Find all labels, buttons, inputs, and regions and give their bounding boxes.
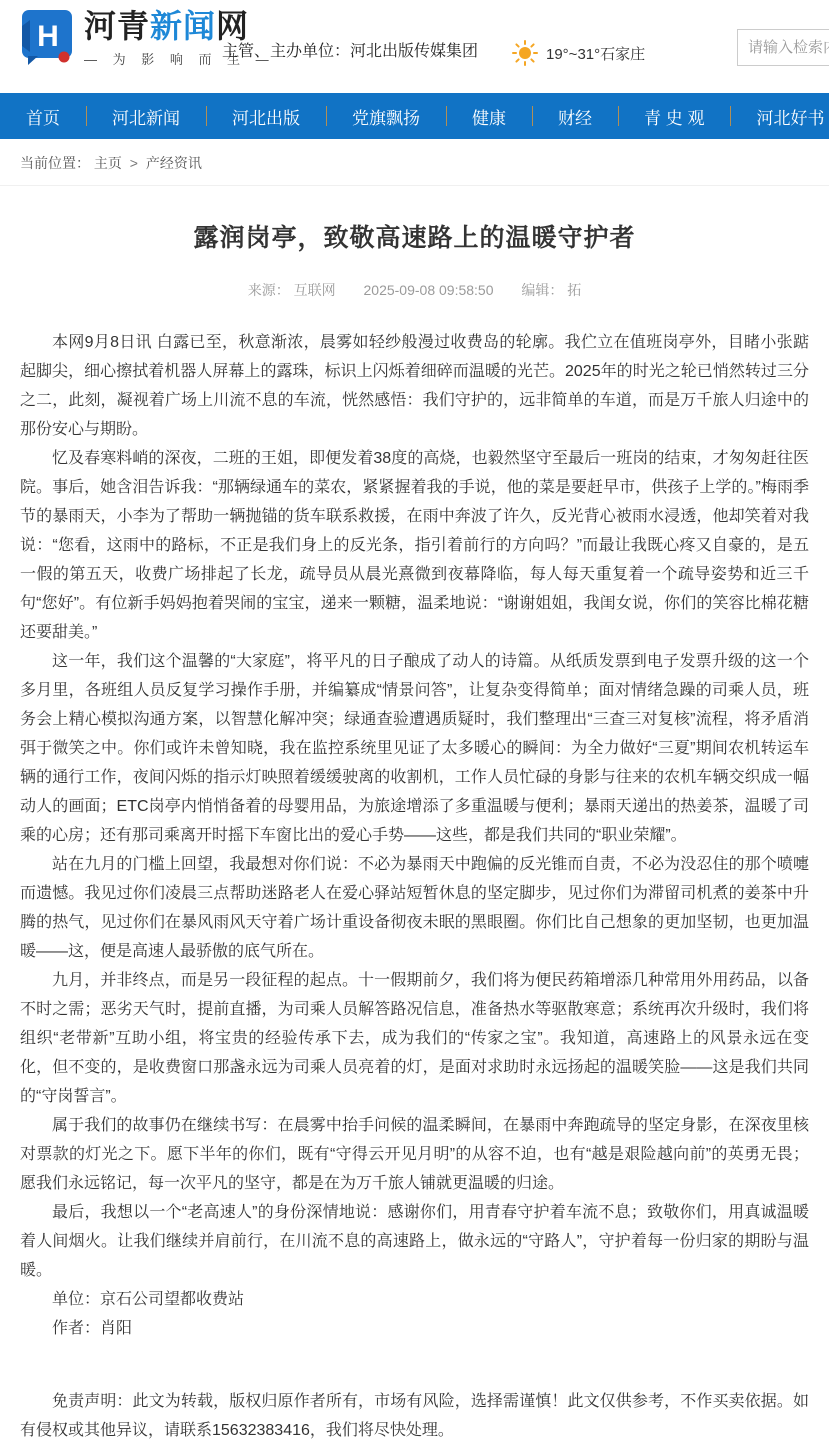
article-datetime: 2025-09-08 09:58:50	[363, 282, 494, 298]
article-meta	[20, 280, 809, 300]
article-title: 露润岗亭，致敬高速路上的温暖守护者	[193, 224, 636, 252]
breadcrumb	[0, 139, 829, 186]
article-paragraph: 站在九月的门槛上回望，我最想对你们说：不必为暴雨天中跑偏的反光锥而自责，不必为没忍住的那个喷嚏而遗憾。我见过你们凌晨三点帮助迷路老人在爱心驿站短暂休息的坚定脚步，见过你们为滞留司机煮的姜茶中升腾的热气，见过你们在暴风雨风天守着广场计重设备彻夜未眠的黑眼圈。你们比自己想象的更加坚韧，也更加温暖——这，便是高速人最骄傲的底气所在。	[20, 856, 809, 960]
logo-tagline: — 为 影 响 而 生 —	[84, 51, 275, 67]
article-disclaimer: 免责声明：此文为转载，版权归原作者所有，市场有风险，选择需谨慎！此文仅供参考，不作买卖依据。如有侵权或其他异议，请联系15632383416，我们将尽快处理。	[20, 1393, 809, 1439]
article	[0, 218, 829, 1445]
sun-icon	[512, 40, 538, 66]
breadcrumb-home-link[interactable]: 主页	[93, 155, 122, 171]
article-paragraph: 本网9月8日讯 白露已至，秋意渐浓，晨雾如轻纱般漫过收费岛的轮廓。我伫立在值班岗亭外，目睹小张踮起脚尖，细心擦拭着机器人屏幕上的露珠，标识上闪烁着细碎而温暖的光芒。2025年的时光之轮已悄然转过三分之二，此刻，凝视着广场上川流不息的车流，恍然感悟：我们守护的，远非简单的车道，而是万千旅人归途中的那份安心与期盼。	[20, 334, 809, 438]
article-editor: 编辑： 拓	[521, 282, 582, 298]
article-paragraph: 最后，我想以一个“老高速人”的身份深情地说：感谢你们，用青春守护着车流不息；致敬你们，用真诚温暖着人间烟火。让我们继续并肩前行，在川流不息的高速路上，做永远的“守路人”，守护着每一份归家的期盼与温暖。	[20, 1204, 809, 1279]
logo-title-part3: 网	[216, 8, 250, 44]
breadcrumb-category-link[interactable]: 产经资讯	[145, 155, 202, 171]
main-nav	[0, 93, 829, 139]
search-input[interactable]	[737, 29, 829, 66]
article-source: 来源： 互联网	[247, 282, 336, 298]
logo-title-part1: 河青	[84, 8, 151, 44]
article-paragraph: 属于我们的故事仍在继续书写：在晨雾中抬手问候的温柔瞬间，在暴雨中奔跑疏导的坚定身影，在深夜里核对票款的灯光之下。愿下半年的你们，既有“守得云开见月明”的从容不迫，也有“越是艰险越向前”的英勇无畏；愿我们永远铭记，每一次平凡的坚守，都是在为万千旅人铺就更温暖的归途。	[20, 1117, 809, 1192]
nav-item-health[interactable]: 健康	[446, 93, 532, 139]
article-paragraph: 九月，并非终点，而是另一段征程的起点。十一假期前夕，我们将为便民药箱增添几种常用外用药品，以备不时之需；恶劣天气时，提前直播，为司乘人员解答路况信息，准备热水等驱散寒意；系统再次升级时，我们将组织“老带新”互助小组，将宝贵的经验传承下去，成为我们的“传家之宝”。我知道，高速路上的风景永远在变化，但不变的，是收费窗口那盏永远为司乘人员亮着的灯，是面对求助时永远扬起的温暖笑脸——这是我们共同的“守岗誓言”。	[20, 972, 809, 1105]
article-paragraph: 忆及春寒料峭的深夜，二班的王姐，即便发着38度的高烧，也毅然坚守至最后一班岗的结束，才匆匆赶往医院。事后，她含泪告诉我：“那辆绿通车的菜农，紧紧握着我的手说，他的菜是要赶早市，供孩子上学的。”梅雨季节的暴雨天，小李为了帮助一辆抛锚的货车联系救援，在雨中奔波了许久，反光背心被雨水浸透，他却笑着对我说：“您看，这雨中的路标，不正是我们身上的反光条，指引着前行的方向吗？”而最让我既心疼又自豪的，是五一假的第五天，收费广场排起了长龙，疏导员从晨光熹微到夜幕降临，每人每天重复着一个疏导姿势和近三千句“您好”。有位新手妈妈抱着哭闹的宝宝，递来一颗糖，温柔地说：“谢谢姐姐，我闺女说，你们的笑容比棉花糖还要甜美。”	[20, 450, 809, 641]
article-author-line: 作者：肖阳	[52, 1320, 133, 1337]
nav-item-home[interactable]: 首页	[26, 108, 60, 128]
sponsor-text: 主管、主办单位：河北出版传媒集团	[222, 43, 479, 60]
nav-item-hebei-publishing[interactable]: 河北出版	[206, 93, 326, 139]
article-body	[20, 328, 809, 1445]
nav-item-good-books[interactable]: 河北好书	[730, 93, 829, 139]
weather-widget	[512, 40, 645, 66]
logo-title-part2: 新闻	[150, 8, 217, 44]
weather-text: 19°~31°石家庄	[546, 45, 646, 63]
site-header	[0, 0, 829, 93]
nav-item-hebei-news[interactable]: 河北新闻	[86, 93, 206, 139]
article-paragraph: 这一年，我们这个温馨的“大家庭”，将平凡的日子酿成了动人的诗篇。从纸质发票到电子发票升级的这一个多月里，各班组人员反复学习操作手册，并编纂成“情景问答”，让复杂变得简单；面对情绪急躁的司乘人员，班务会上精心模拟沟通方案，以智慧化解冲突；绿通查验遭遇质疑时，我们整理出“三查三对复核”流程，将矛盾消弭于微笑之中。你们或许未曾知晓，我在监控系统里见证了太多暖心的瞬间：为全力做好“三夏”期间农机转运车辆的通行工作，夜间闪烁的指示灯映照着缓缓驶离的收割机，工作人员忙碌的身影与往来的农机车辆交织成一幅动人的画面；ETC岗亭内悄悄备着的母婴用品，为旅途增添了多重温暖与便利；暴雨天递出的热姜茶，温暖了司乘的心房；还有那司乘离开时摇下车窗比出的爱心手势——这些，都是我们共同的“职业荣耀”。	[20, 653, 809, 844]
breadcrumb-separator: >	[129, 155, 138, 171]
svg-text:H: H	[37, 20, 59, 53]
nav-item-party-flag[interactable]: 党旗飘扬	[326, 93, 446, 139]
nav-item-history-view[interactable]: 青 史 观	[618, 93, 730, 139]
logo-icon	[20, 8, 76, 71]
breadcrumb-label: 当前位置：	[20, 155, 90, 171]
nav-item-finance[interactable]: 财经	[532, 93, 618, 139]
article-unit-line: 单位：京石公司望都收费站	[52, 1291, 245, 1308]
